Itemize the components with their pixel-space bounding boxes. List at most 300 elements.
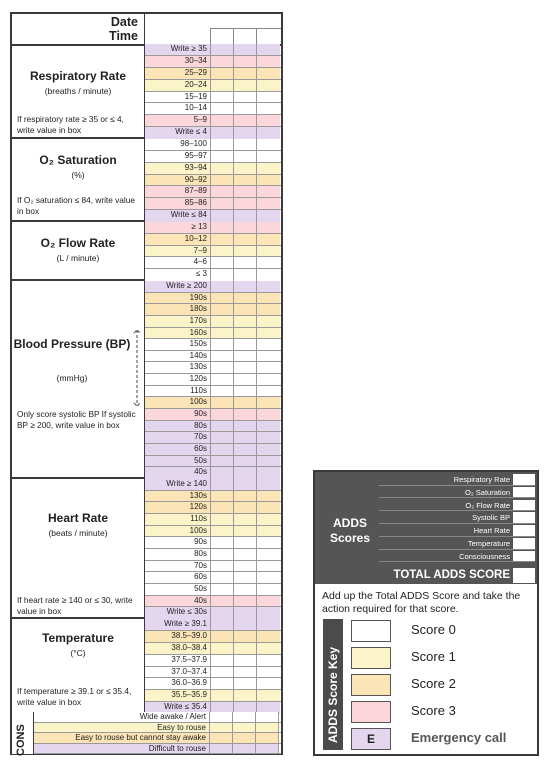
observation-cell[interactable] [211,607,234,619]
heart-rate-section [12,479,144,619]
temperature-section [12,619,144,714]
observation-cell[interactable] [234,572,257,583]
bp-title: Blood Pressure (BP) [13,337,131,351]
temperature-rows [144,619,281,714]
observation-cell[interactable] [211,186,234,197]
row-label: 90s [145,537,211,548]
row-label: 85–86 [145,198,211,209]
hr-row [145,549,281,561]
observation-cell[interactable] [257,163,280,174]
observation-cell[interactable] [233,733,256,743]
row-label: 110s [145,514,211,525]
observation-cell[interactable] [211,631,234,642]
observation-cell[interactable] [211,655,234,666]
observation-cell[interactable] [234,175,257,186]
row-label: 80s [145,421,211,432]
observation-cell[interactable] [257,502,280,513]
observation-cell[interactable] [211,246,234,257]
observation-cell[interactable] [211,502,234,513]
score-swatch [351,647,391,669]
row-label: Wide awake / Alert [34,712,210,722]
observation-cell[interactable] [234,479,257,490]
observation-cell[interactable] [257,397,280,408]
observation-cell[interactable] [234,584,257,595]
row-label: Write ≤ 84 [145,210,211,222]
row-label: 160s [145,328,211,339]
observation-cell[interactable] [234,374,257,385]
observation-cell[interactable] [211,163,234,174]
observation-cell[interactable] [257,151,280,162]
observation-cell[interactable] [211,281,234,292]
observation-cell[interactable] [211,175,234,186]
observation-cell[interactable] [257,175,280,186]
adds-item-label: Consciousness [379,551,513,563]
hr-row [145,526,281,538]
adds-item-score-box[interactable] [513,538,535,550]
observation-cell[interactable] [234,222,257,233]
row-label: 50s [145,584,211,595]
sat-row [145,175,281,187]
observation-cell[interactable] [210,723,233,733]
score-key-title: ADDS Score Key [326,646,340,743]
observation-cell[interactable] [234,537,257,548]
observation-cell[interactable] [234,92,257,103]
observation-cell[interactable] [211,479,234,490]
heart-rate-rows [144,479,281,619]
observation-cell[interactable] [234,655,257,666]
observation-cell[interactable] [211,257,234,268]
observation-cell[interactable] [210,712,233,722]
observation-cell[interactable] [211,222,234,233]
observation-cell[interactable] [257,467,280,479]
bp-row [145,432,281,444]
observation-cell[interactable] [211,68,234,79]
observation-cell[interactable] [256,733,279,743]
row-label: 35.5–35.9 [145,690,211,701]
row-label: 70s [145,432,211,443]
observation-cell[interactable] [257,328,280,339]
adds-item-score-box[interactable] [513,512,535,524]
observation-cell[interactable] [234,596,257,607]
hr-row [145,502,281,514]
observation-cell[interactable] [234,491,257,502]
observation-cell[interactable] [234,514,257,525]
observation-cell[interactable] [211,667,234,678]
observation-cell[interactable] [211,210,234,222]
observation-cell[interactable] [256,712,279,722]
observation-cell[interactable] [257,456,280,467]
o2-flow-section [12,222,144,281]
observation-cell[interactable] [234,362,257,373]
observation-cell[interactable] [234,234,257,245]
row-label: 5–9 [145,115,211,126]
row-label: 30–34 [145,56,211,67]
observation-cell[interactable] [234,269,257,281]
observation-cell[interactable] [257,234,280,245]
o2-sat-title: O₂ Saturation [39,153,117,167]
row-label: 93–94 [145,163,211,174]
observation-cell[interactable] [257,139,280,150]
observation-cell[interactable] [257,127,280,139]
observation-cell[interactable] [257,44,280,55]
resp-row [145,115,281,127]
row-label: 150s [145,339,211,350]
o2-sat-unit: (%) [71,170,85,180]
observation-cell[interactable] [257,432,280,443]
sat-row [145,163,281,175]
observation-cell[interactable] [234,421,257,432]
observation-cell[interactable] [257,526,280,537]
bp-range-arrow-icon [133,329,141,407]
observation-cell[interactable] [211,514,234,525]
observation-cell[interactable] [234,397,257,408]
observation-cell[interactable] [257,572,280,583]
observation-cell[interactable] [234,44,257,55]
observation-cell[interactable] [211,584,234,595]
observation-cell[interactable] [211,690,234,701]
row-label: 37.5–37.9 [145,655,211,666]
row-label: 60s [145,444,211,455]
observation-cell[interactable] [257,293,280,304]
observation-cell[interactable] [211,456,234,467]
observation-cell[interactable] [234,151,257,162]
adds-item-score-box[interactable] [513,474,535,486]
observation-cell[interactable] [257,514,280,525]
score-key-item [351,674,531,696]
observation-cell[interactable] [234,409,257,420]
adds-scores-title: ADDS Scores [329,516,371,545]
observation-cell[interactable] [257,246,280,257]
observation-cell[interactable] [211,537,234,548]
row-label: 180s [145,304,211,315]
adds-score-key [323,619,533,750]
observation-cell[interactable] [257,269,280,281]
observation-cell[interactable] [257,479,280,490]
observation-cell[interactable] [233,712,256,722]
observation-cell[interactable] [257,339,280,350]
observation-cell[interactable] [257,304,280,315]
row-label: 95–97 [145,151,211,162]
row-label: 36.0–36.9 [145,678,211,689]
observation-cell[interactable] [211,572,234,583]
observation-cell[interactable] [211,374,234,385]
bp-row [145,386,281,398]
observation-cell[interactable] [257,619,280,630]
row-label: 38.5–39.0 [145,631,211,642]
observation-cell[interactable] [256,723,279,733]
observation-cell[interactable] [211,293,234,304]
observation-cell[interactable] [211,351,234,362]
observation-cell[interactable] [234,432,257,443]
observation-cell[interactable] [234,103,257,114]
row-label: 38.0–38.4 [145,643,211,654]
observation-cell[interactable] [257,374,280,385]
observation-cell[interactable] [257,549,280,560]
bp-rows [144,281,281,479]
observation-cell[interactable] [234,80,257,91]
observation-cell[interactable] [211,549,234,560]
resp-row [145,56,281,68]
score-swatch [351,701,391,723]
row-label: 90s [145,409,211,420]
observation-cell[interactable] [234,210,257,222]
observation-cell[interactable] [211,80,234,91]
resp-rate-rows [144,44,281,139]
bp-row [145,281,281,293]
observation-cell[interactable] [234,186,257,197]
observation-cell[interactable] [234,127,257,139]
observation-cell[interactable] [234,502,257,513]
adds-item-score-box[interactable] [513,487,535,499]
row-label: 4–6 [145,257,211,268]
observation-cell[interactable] [211,115,234,126]
observation-cell[interactable] [257,92,280,103]
observation-cell[interactable] [257,643,280,654]
observation-cell[interactable] [234,351,257,362]
adds-instruction: Add up the Total ADDS Score and take the action required for that score. [322,590,521,615]
bp-row [145,421,281,433]
row-label: Write ≤ 4 [145,127,211,139]
observation-cell[interactable] [233,744,256,754]
score-key-item [351,647,531,669]
hr-row [145,561,281,573]
observation-cell[interactable] [257,222,280,233]
o2-flow-title: O₂ Flow Rate [40,236,116,250]
observation-cell[interactable] [211,139,234,150]
observation-cell[interactable] [257,115,280,126]
observation-cell[interactable] [234,631,257,642]
observation-cell[interactable] [257,667,280,678]
observation-cell[interactable] [211,269,234,281]
observation-cell[interactable] [257,678,280,689]
observation-cell[interactable] [257,68,280,79]
score-key-item [351,701,531,723]
temp-row [145,631,281,643]
observation-cell[interactable] [234,549,257,560]
total-adds-score-box[interactable] [513,568,535,583]
observation-cell[interactable] [210,744,233,754]
observation-cell[interactable] [234,619,257,630]
observation-cell[interactable] [257,584,280,595]
sat-row [145,210,281,222]
observation-cell[interactable] [234,386,257,397]
adds-item-score-box[interactable] [513,500,535,512]
score-key-label: Score 1 [411,649,456,664]
observation-cell[interactable] [257,607,280,619]
flow-row [145,222,281,234]
bp-row [145,409,281,421]
observation-cell[interactable] [234,281,257,292]
observation-cell[interactable] [211,127,234,139]
observation-cell[interactable] [257,362,280,373]
observation-cell[interactable] [211,386,234,397]
observation-cell[interactable] [234,56,257,67]
observation-cell[interactable] [211,421,234,432]
row-label: 130s [145,362,211,373]
observation-cell[interactable] [211,491,234,502]
observation-cell[interactable] [234,328,257,339]
hr-row [145,607,281,619]
observation-cell[interactable] [257,444,280,455]
observation-cell[interactable] [211,643,234,654]
observation-cell[interactable] [211,409,234,420]
bp-row [145,362,281,374]
row-label: 170s [145,316,211,327]
resp-rate-section [12,44,144,139]
observation-cell[interactable] [211,397,234,408]
observation-cell[interactable] [211,328,234,339]
observation-cell[interactable] [211,304,234,315]
observation-cell[interactable] [234,678,257,689]
bp-row [145,293,281,305]
observation-cell[interactable] [257,631,280,642]
row-label: 87–89 [145,186,211,197]
observation-cell[interactable] [234,667,257,678]
observation-cell[interactable] [234,115,257,126]
observation-cell[interactable] [234,257,257,268]
observation-cell[interactable] [234,607,257,619]
observation-cell[interactable] [211,561,234,572]
row-label: 50s [145,456,211,467]
observation-cell[interactable] [234,526,257,537]
adds-item-score-box[interactable] [513,551,535,563]
observation-cell[interactable] [234,316,257,327]
observation-cell[interactable] [211,444,234,455]
row-label: 190s [145,293,211,304]
observation-cell[interactable] [211,432,234,443]
hr-row [145,537,281,549]
row-label: ≥ 13 [145,222,211,233]
observation-cell[interactable] [234,467,257,479]
adds-item-label: Respiratory Rate [379,474,513,486]
date-time-header [12,14,281,46]
observation-cell[interactable] [211,316,234,327]
observation-cell[interactable] [257,561,280,572]
observation-cell[interactable] [234,456,257,467]
row-label: 20–24 [145,80,211,91]
sat-row [145,186,281,198]
bp-row [145,444,281,456]
observation-cell[interactable] [211,44,234,55]
observation-cell[interactable] [234,68,257,79]
observation-cell[interactable] [211,526,234,537]
observation-cell[interactable] [234,444,257,455]
observation-cell[interactable] [211,619,234,630]
observation-cell[interactable] [257,210,280,222]
row-label: 7–9 [145,246,211,257]
observation-cell[interactable] [234,293,257,304]
adds-item-label: O₂ Flow Rate [379,500,513,512]
adds-item-label: Systolic BP [379,512,513,524]
observation-cell[interactable] [234,561,257,572]
bp-row [145,397,281,409]
observation-cell[interactable] [234,163,257,174]
observation-cell[interactable] [257,491,280,502]
observation-cell[interactable] [257,596,280,607]
score-key-label: Score 0 [411,622,456,637]
adds-item-score-box[interactable] [513,525,535,537]
row-label: 130s [145,491,211,502]
consciousness-row [34,712,281,723]
consciousness-title: CONS [15,724,27,756]
score-swatch [351,620,391,642]
observation-cell[interactable] [211,234,234,245]
observation-cell[interactable] [256,744,279,754]
observation-cell[interactable] [211,56,234,67]
row-label: 100s [145,397,211,408]
observation-cell[interactable] [210,733,233,743]
hr-row [145,479,281,491]
flow-row [145,269,281,281]
observation-cell[interactable] [234,304,257,315]
observation-cell[interactable] [234,690,257,701]
o2-sat-note: If O₂ saturation ≤ 84, write value in box [17,195,135,216]
observation-cell[interactable] [211,339,234,350]
row-label: 40s [145,467,211,479]
observation-cell[interactable] [211,103,234,114]
observation-cell[interactable] [211,362,234,373]
time-label: Time [109,29,138,43]
observation-cell[interactable] [257,690,280,701]
observation-cell[interactable] [257,281,280,292]
observation-cell[interactable] [234,139,257,150]
observation-cell[interactable] [257,257,280,268]
adds-item-label: Temperature [379,538,513,550]
temp-row [145,667,281,679]
resp-rate-unit: (breaths / minute) [44,86,112,96]
row-label: Write ≥ 140 [145,479,211,490]
observation-cell[interactable] [234,246,257,257]
observation-cell[interactable] [257,351,280,362]
hr-row [145,596,281,608]
observation-cell[interactable] [257,186,280,197]
observation-cell[interactable] [257,103,280,114]
resp-row [145,103,281,115]
observation-cell[interactable] [211,151,234,162]
observation-cell[interactable] [257,198,280,209]
bp-section [12,281,144,479]
observation-cell[interactable] [257,421,280,432]
resp-row [145,44,281,56]
row-label: ≤ 3 [145,269,211,281]
row-label: Easy to rouse [34,723,210,733]
observation-cell[interactable] [233,723,256,733]
observation-cell[interactable] [257,655,280,666]
observation-cell[interactable] [257,537,280,548]
flow-row [145,234,281,246]
observation-cell[interactable] [257,316,280,327]
observation-cell[interactable] [234,198,257,209]
o2-sat-section [12,139,144,222]
sat-row [145,139,281,151]
observation-cell[interactable] [211,678,234,689]
observation-cell[interactable] [257,80,280,91]
bp-note: Only score systolic BP If systolic BP ≥ 200, write value in box [17,409,136,430]
observation-cell[interactable] [211,92,234,103]
observation-cell[interactable] [257,409,280,420]
temperature-note: If temperature ≥ 39.1 or ≤ 35.4, write value in box [17,686,132,707]
flow-row [145,246,281,258]
observation-cell[interactable] [211,467,234,479]
resp-rate-note: If respiratory rate ≥ 35 or ≤ 4, write value in box [17,114,124,135]
o2-flow-rows [144,222,281,281]
observation-cell[interactable] [211,596,234,607]
observation-cell[interactable] [257,56,280,67]
observation-cell[interactable] [234,643,257,654]
observation-cell[interactable] [234,339,257,350]
observation-cell[interactable] [211,198,234,209]
observation-cell[interactable] [257,386,280,397]
